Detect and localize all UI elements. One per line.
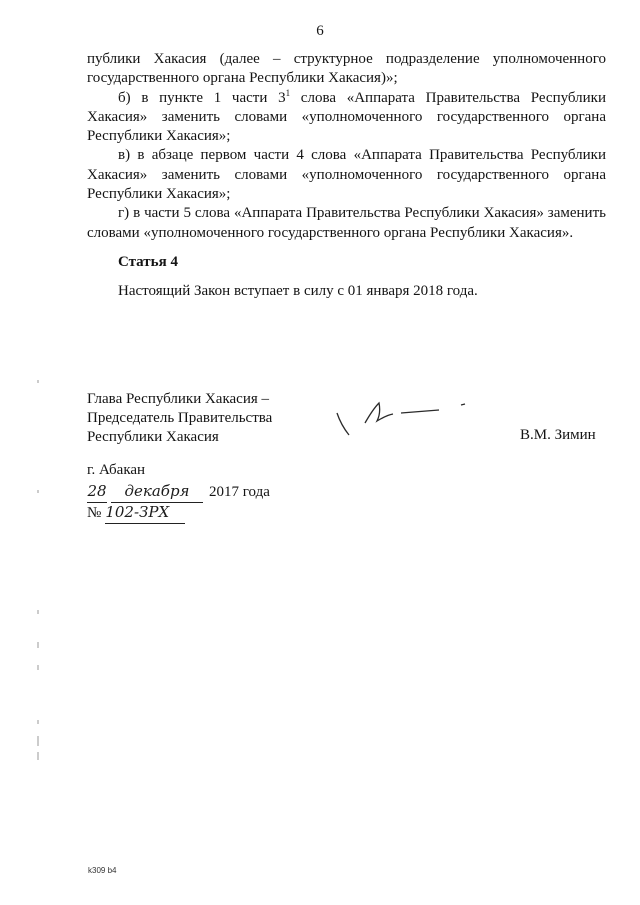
- paragraph-v: в) в абзаце первом части 4 слова «Аппарата Правительства Республики Хакасия» заменить словами «уполномоченного государственного органа Республики Хакасия»;: [87, 147, 606, 203]
- amendment-text: [87, 50, 606, 243]
- number-line: [87, 502, 270, 523]
- number-prefix: №: [87, 505, 102, 521]
- place-date-number: [87, 460, 270, 523]
- paragraph-g: г) в части 5 слова «Аппарата Правительства Республики Хакасия» заменить словами «уполномоченного государственного органа Республики Хакасия».: [87, 205, 606, 241]
- date-day: 28: [87, 481, 107, 503]
- margin-scan-marks: [36, 380, 42, 770]
- handwritten-signature: [335, 393, 475, 443]
- footer-code: k309 b4: [88, 866, 117, 875]
- date-line: [87, 481, 270, 502]
- date-year: 2017 года: [209, 484, 270, 500]
- paragraph-b-superscript: 1: [285, 87, 291, 98]
- signatory-name: В.М. Зимин: [520, 427, 596, 443]
- paragraph-b: [87, 89, 606, 147]
- article-heading: Статья 4: [118, 254, 178, 270]
- paragraph-b-end: слова «Аппарата Правительства Республики Хакасия» заменить словами «уполномоченного государственного органа Республики Хакасия»;: [87, 89, 606, 145]
- paragraph-b-start: б) в пункте 1 части 3: [118, 89, 286, 106]
- paragraph-continuation: публики Хакасия (далее – структурное подразделение уполномоченного государственного органа Республики Хакасия)»;: [87, 51, 606, 87]
- signatory-title-line-3: Республики Хакасия: [87, 429, 219, 445]
- page-number: 6: [316, 23, 324, 39]
- place-line: г. Абакан: [87, 462, 146, 478]
- date-month: декабря: [111, 481, 203, 503]
- signatory-title-line-2: Председатель Правительства: [87, 410, 273, 426]
- signatory-title-line-1: Глава Республики Хакасия –: [87, 391, 270, 407]
- number-value: 102-ЗРХ: [105, 502, 185, 524]
- article-text: Настоящий Закон вступает в силу с 01 января 2018 года.: [118, 283, 478, 299]
- signatory-title: [87, 390, 272, 447]
